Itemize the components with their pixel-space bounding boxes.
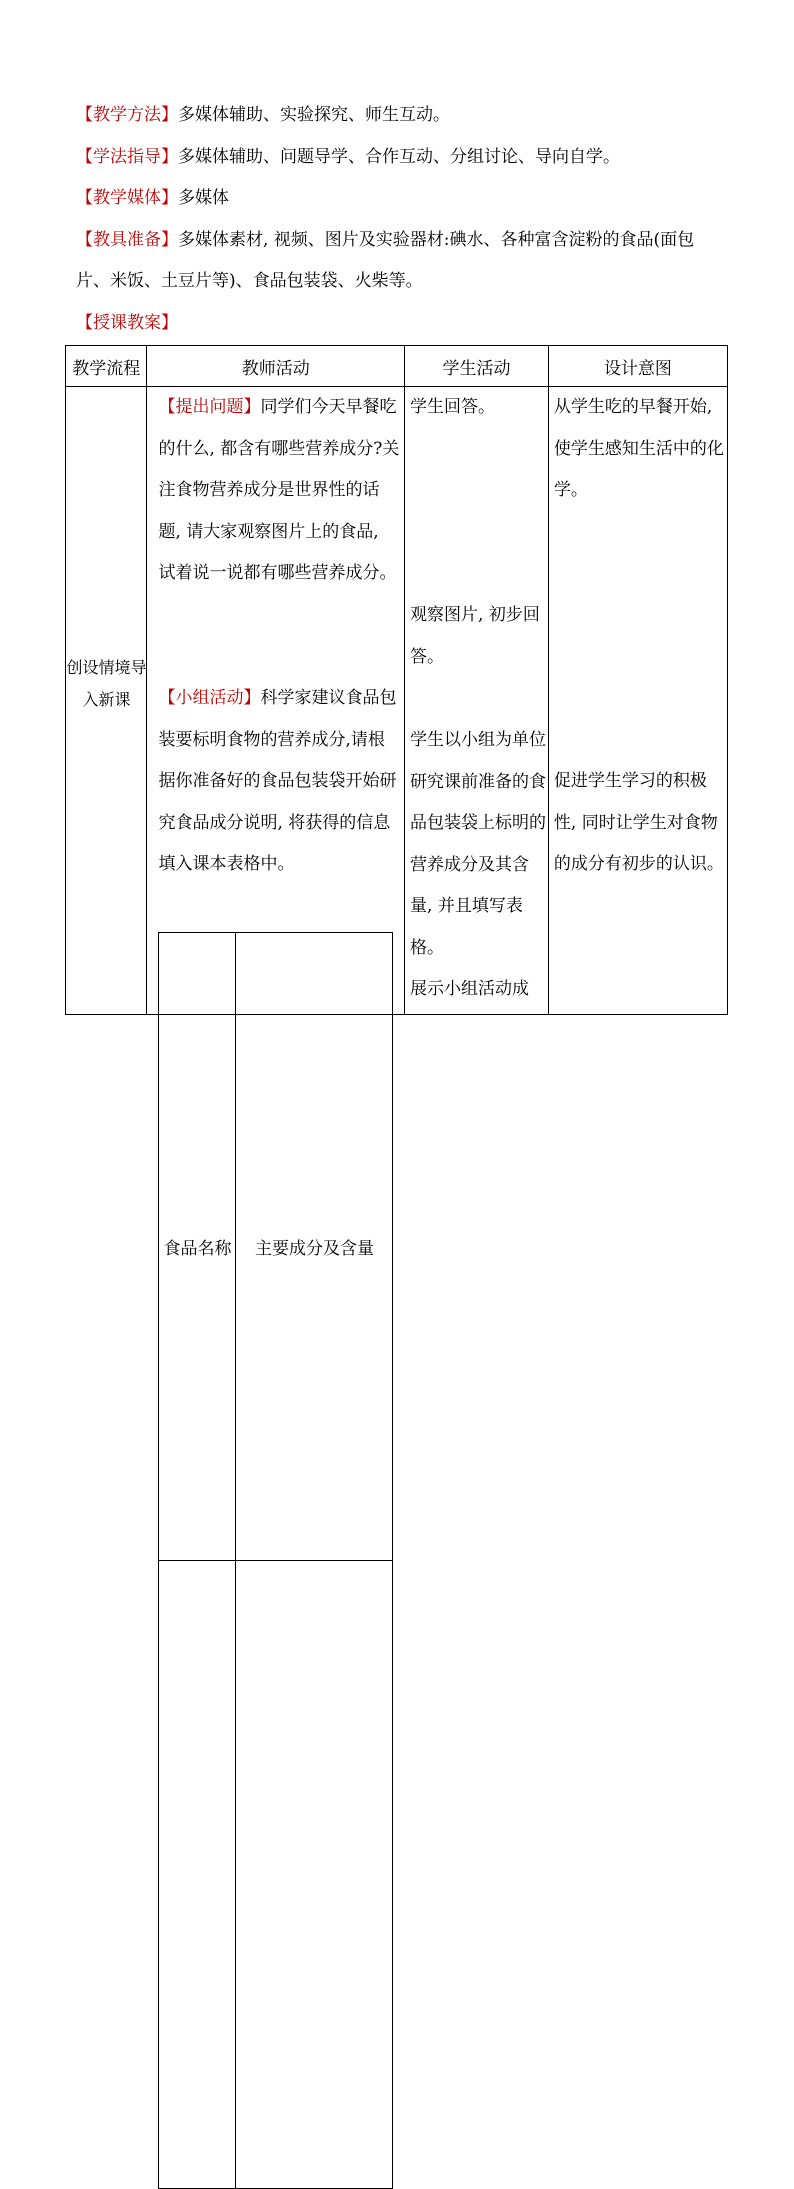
study-guide-text: 多媒体辅助、问题导学、合作互动、分组讨论、导向自学。	[178, 147, 620, 167]
teaching-media-text: 多媒体	[178, 188, 229, 208]
student-observe: 观察图片, 初步回答。	[410, 605, 540, 667]
teacher-group-activity	[158, 678, 400, 886]
teacher-cell	[147, 387, 405, 1259]
food-info-table	[158, 932, 393, 2189]
header-design: 设计意图	[548, 346, 727, 387]
header-teacher: 教师活动	[147, 346, 405, 387]
teaching-method-label: 【教学方法】	[76, 105, 178, 125]
food-name-header: 食品名称	[159, 933, 236, 1561]
teaching-aids	[76, 220, 726, 302]
lesson-plan-table	[65, 345, 728, 1259]
main-ingredients-header: 主要成分及含量	[236, 933, 393, 1561]
header-flow: 教学流程	[66, 346, 147, 387]
table-row	[66, 387, 728, 1015]
design-intent-1: 从学生吃的早餐开始, 使学生感知生活中的化学。	[553, 397, 724, 500]
lesson-plan-heading: 【授课教案】	[76, 313, 178, 333]
stage-label: 创设情境导入新课	[66, 658, 147, 709]
food-name-blank	[159, 1561, 236, 2189]
student-cell	[405, 387, 549, 1015]
study-guide	[76, 137, 620, 178]
teaching-aids-label: 【教具准备】	[76, 230, 178, 250]
design-cell	[548, 387, 727, 1015]
header-student: 学生活动	[405, 346, 549, 387]
student-answer: 学生回答。	[410, 397, 496, 417]
teaching-aids-text: 多媒体素材, 视频、图片及实验器材:碘水、各种富含淀粉的食品(面包片、米饭、土豆片等)、食品包装袋、火柴等。	[76, 230, 695, 291]
teaching-method	[76, 95, 450, 136]
question-label: 【提出问题】	[158, 397, 261, 417]
stage-cell	[66, 387, 147, 1015]
student-group-work: 学生以小组为单位研究课前准备的食品包装袋上标明的营养成分及其含量, 并且填写表格。	[410, 730, 547, 958]
teaching-media-label: 【教学媒体】	[76, 188, 178, 208]
main-ingredients-blank	[236, 1561, 393, 2189]
group-activity-label: 【小组活动】	[158, 688, 261, 708]
teaching-method-text: 多媒体辅助、实验探究、师生互动。	[178, 105, 450, 125]
question-text: 同学们今天早餐吃的什么, 都含有哪些营养成分?关注食物营养成分是世界性的话题, 请大家观察图片上的食品, 试着说一说都有哪些营养成分。	[158, 397, 400, 583]
teacher-question	[158, 387, 400, 595]
study-guide-label: 【学法指导】	[76, 147, 178, 167]
design-intent-2: 促进学生学习的积极性, 同时让学生对食物的成分有初步的认识。	[553, 771, 724, 874]
student-present: 展示小组活动成	[410, 979, 530, 999]
table-header-row	[66, 346, 728, 387]
group-activity-text: 科学家建议食品包装要标明食物的营养成分,请根据你准备好的食品包装袋开始研究食品成分说明, 将获得的信息填入课本表格中。	[158, 688, 397, 874]
teaching-media	[76, 178, 229, 219]
